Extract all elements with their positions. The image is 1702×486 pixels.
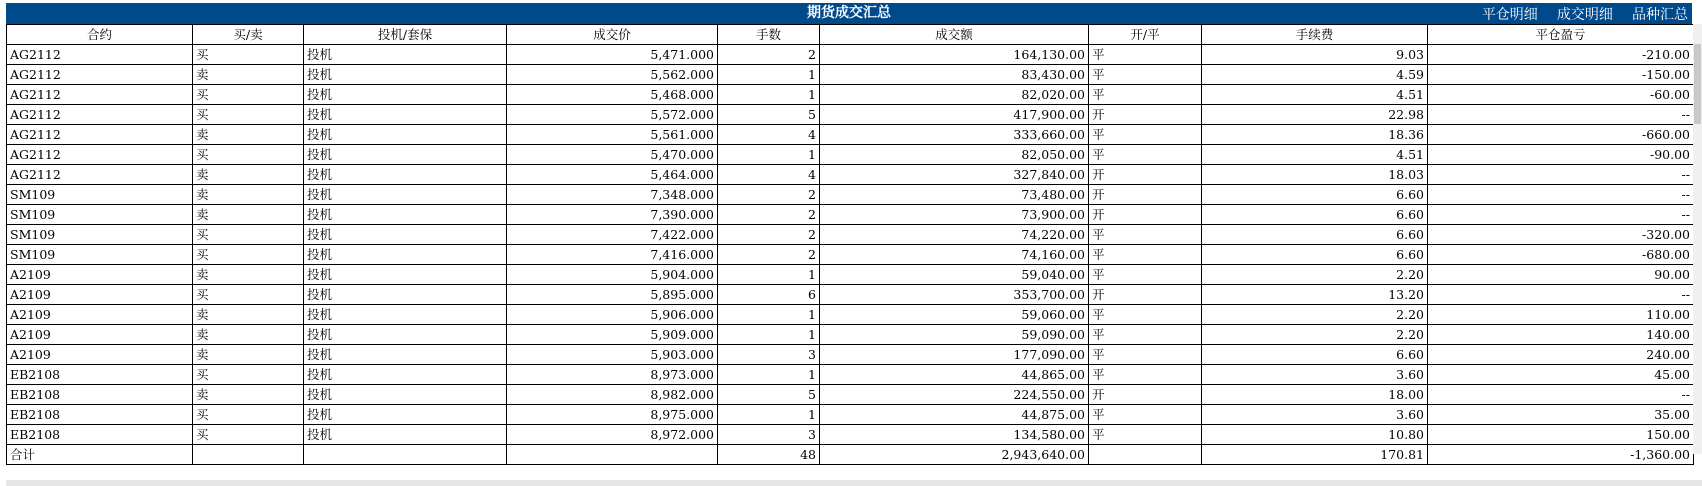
- cell-side: 买: [193, 245, 304, 265]
- cell-contract: AG2112: [7, 65, 193, 85]
- cell-fee: 18.00: [1202, 385, 1428, 405]
- cell-pnl: -90.00: [1428, 145, 1694, 165]
- cell-lots: 4: [718, 125, 820, 145]
- table-row[interactable]: [7, 105, 1694, 125]
- cell-amount: 417,900.00: [820, 105, 1089, 125]
- cell-hedge: 投机: [304, 365, 507, 385]
- cell-side: 卖: [193, 165, 304, 185]
- cell-side: 卖: [193, 265, 304, 285]
- cell-fee: 18.03: [1202, 165, 1428, 185]
- cell-open-close: 平: [1089, 265, 1202, 285]
- cell-side: 买: [193, 145, 304, 165]
- cell-price: 5,903.000: [507, 345, 718, 365]
- cell-side: 买: [193, 85, 304, 105]
- cell-hedge: 投机: [304, 305, 507, 325]
- cell-hedge: 投机: [304, 145, 507, 165]
- col-header-lots: 手数: [718, 25, 820, 45]
- cell-price: 8,973.000: [507, 365, 718, 385]
- cell-amount: 353,700.00: [820, 285, 1089, 305]
- cell-lots: 1: [718, 145, 820, 165]
- table-row[interactable]: [7, 365, 1694, 385]
- cell-open-close: 开: [1089, 105, 1202, 125]
- table-row[interactable]: [7, 65, 1694, 85]
- cell-side: 卖: [193, 385, 304, 405]
- cell-price: 5,572.000: [507, 105, 718, 125]
- cell-pnl: 45.00: [1428, 365, 1694, 385]
- cell-open-close: 开: [1089, 285, 1202, 305]
- cell-amount: 177,090.00: [820, 345, 1089, 365]
- cell-hedge: 投机: [304, 345, 507, 365]
- scrollbar-thumb[interactable]: [1694, 44, 1701, 124]
- col-header-contract: 合约: [7, 25, 193, 45]
- cell-price: 5,909.000: [507, 325, 718, 345]
- cell-open-close: 平: [1089, 245, 1202, 265]
- cell-lots: 2: [718, 225, 820, 245]
- col-header-fee: 手续费: [1202, 25, 1428, 45]
- cell-side: 卖: [193, 325, 304, 345]
- cell-amount: 74,160.00: [820, 245, 1089, 265]
- cell-side: 卖: [193, 185, 304, 205]
- total-amount: 2,943,640.00: [820, 445, 1089, 465]
- cell-contract: SM109: [7, 205, 193, 225]
- cell-price: 5,906.000: [507, 305, 718, 325]
- cell-price: 7,416.000: [507, 245, 718, 265]
- cell-pnl: --: [1428, 205, 1694, 225]
- cell-amount: 327,840.00: [820, 165, 1089, 185]
- cell-amount: 59,060.00: [820, 305, 1089, 325]
- cell-pnl: -320.00: [1428, 225, 1694, 245]
- cell-price: 7,390.000: [507, 205, 718, 225]
- cell-contract: AG2112: [7, 125, 193, 145]
- cell-amount: 82,050.00: [820, 145, 1089, 165]
- cell-open-close: 开: [1089, 165, 1202, 185]
- cell-lots: 4: [718, 165, 820, 185]
- cell-amount: 333,660.00: [820, 125, 1089, 145]
- cell-pnl: 240.00: [1428, 345, 1694, 365]
- cell-open-close: 平: [1089, 305, 1202, 325]
- cell-contract: AG2112: [7, 45, 193, 65]
- total-lots: 48: [718, 445, 820, 465]
- cell-price: 8,982.000: [507, 385, 718, 405]
- cell-side: 买: [193, 105, 304, 125]
- cell-side: 买: [193, 285, 304, 305]
- vertical-scrollbar[interactable]: [1693, 24, 1702, 454]
- cell-lots: 2: [718, 45, 820, 65]
- cell-price: 5,468.000: [507, 85, 718, 105]
- cell-lots: 6: [718, 285, 820, 305]
- cell-price: 5,464.000: [507, 165, 718, 185]
- cell-pnl: --: [1428, 165, 1694, 185]
- total-fee: 170.81: [1202, 445, 1428, 465]
- cell-lots: 1: [718, 405, 820, 425]
- total-row: [7, 445, 1694, 465]
- table-row[interactable]: [7, 145, 1694, 165]
- cell-side: 卖: [193, 205, 304, 225]
- cell-pnl: --: [1428, 385, 1694, 405]
- cell-fee: 13.20: [1202, 285, 1428, 305]
- cell-hedge: 投机: [304, 245, 507, 265]
- cell-contract: A2109: [7, 265, 193, 285]
- cell-pnl: 140.00: [1428, 325, 1694, 345]
- cell-pnl: --: [1428, 105, 1694, 125]
- horizontal-scrollbar[interactable]: [6, 480, 1702, 486]
- cell-fee: 3.60: [1202, 365, 1428, 385]
- cell-contract: AG2112: [7, 85, 193, 105]
- cell-pnl: 110.00: [1428, 305, 1694, 325]
- cell-open-close: 平: [1089, 405, 1202, 425]
- table-row[interactable]: [7, 225, 1694, 245]
- cell-fee: 9.03: [1202, 45, 1428, 65]
- cell-amount: 73,480.00: [820, 185, 1089, 205]
- page-title: 期货成交汇总: [807, 5, 891, 21]
- cell-hedge: 投机: [304, 285, 507, 305]
- total-empty-open-close: [1089, 445, 1202, 465]
- cell-price: 7,422.000: [507, 225, 718, 245]
- table-row[interactable]: [7, 185, 1694, 205]
- cell-side: 卖: [193, 125, 304, 145]
- cell-fee: 6.60: [1202, 345, 1428, 365]
- cell-side: 卖: [193, 305, 304, 325]
- cell-lots: 1: [718, 305, 820, 325]
- table-row[interactable]: [7, 325, 1694, 345]
- col-header-pnl: 平仓盈亏: [1428, 25, 1694, 45]
- cell-open-close: 平: [1089, 325, 1202, 345]
- cell-hedge: 投机: [304, 205, 507, 225]
- cell-open-close: 平: [1089, 225, 1202, 245]
- total-pnl: -1,360.00: [1428, 445, 1694, 465]
- cell-lots: 2: [718, 245, 820, 265]
- table-header-row: [7, 25, 1694, 45]
- cell-hedge: 投机: [304, 385, 507, 405]
- cell-side: 卖: [193, 345, 304, 365]
- cell-contract: A2109: [7, 345, 193, 365]
- table-row[interactable]: [7, 305, 1694, 325]
- cell-hedge: 投机: [304, 165, 507, 185]
- cell-fee: 6.60: [1202, 225, 1428, 245]
- cell-pnl: -60.00: [1428, 85, 1694, 105]
- cell-amount: 134,580.00: [820, 425, 1089, 445]
- cell-lots: 1: [718, 325, 820, 345]
- table-row[interactable]: [7, 265, 1694, 285]
- total-empty-hedge: [304, 445, 507, 465]
- cell-fee: 22.98: [1202, 105, 1428, 125]
- total-empty-price: [507, 445, 718, 465]
- cell-amount: 44,865.00: [820, 365, 1089, 385]
- total-empty-side: [193, 445, 304, 465]
- cell-contract: EB2108: [7, 405, 193, 425]
- cell-lots: 3: [718, 345, 820, 365]
- trade-detail-link[interactable]: 成交明细: [1556, 7, 1613, 23]
- cell-side: 买: [193, 45, 304, 65]
- cell-open-close: 平: [1089, 125, 1202, 145]
- cell-amount: 44,875.00: [820, 405, 1089, 425]
- cell-fee: 2.20: [1202, 325, 1428, 345]
- table-row[interactable]: [7, 85, 1694, 105]
- cell-side: 买: [193, 405, 304, 425]
- cell-lots: 2: [718, 205, 820, 225]
- cell-amount: 83,430.00: [820, 65, 1089, 85]
- cell-pnl: -150.00: [1428, 65, 1694, 85]
- cell-hedge: 投机: [304, 405, 507, 425]
- total-label: 合计: [7, 445, 193, 465]
- cell-amount: 74,220.00: [820, 225, 1089, 245]
- cell-contract: EB2108: [7, 385, 193, 405]
- cell-price: 7,348.000: [507, 185, 718, 205]
- cell-pnl: 35.00: [1428, 405, 1694, 425]
- cell-fee: 2.20: [1202, 265, 1428, 285]
- cell-hedge: 投机: [304, 325, 507, 345]
- cell-amount: 73,900.00: [820, 205, 1089, 225]
- cell-price: 5,895.000: [507, 285, 718, 305]
- cell-open-close: 平: [1089, 85, 1202, 105]
- cell-lots: 2: [718, 185, 820, 205]
- cell-contract: A2109: [7, 325, 193, 345]
- cell-open-close: 开: [1089, 185, 1202, 205]
- table-row[interactable]: [7, 45, 1694, 65]
- cell-side: 卖: [193, 65, 304, 85]
- cell-lots: 1: [718, 85, 820, 105]
- cell-fee: 3.60: [1202, 405, 1428, 425]
- cell-price: 5,904.000: [507, 265, 718, 285]
- table-row[interactable]: [7, 245, 1694, 265]
- cell-hedge: 投机: [304, 45, 507, 65]
- cell-lots: 3: [718, 425, 820, 445]
- cell-open-close: 平: [1089, 65, 1202, 85]
- col-header-amount: 成交额: [820, 25, 1089, 45]
- cell-side: 买: [193, 365, 304, 385]
- cell-contract: A2109: [7, 305, 193, 325]
- cell-pnl: --: [1428, 285, 1694, 305]
- cell-open-close: 平: [1089, 425, 1202, 445]
- table-row[interactable]: [7, 205, 1694, 225]
- cell-hedge: 投机: [304, 125, 507, 145]
- cell-lots: 1: [718, 265, 820, 285]
- title-bar: [6, 3, 1692, 24]
- cell-fee: 6.60: [1202, 185, 1428, 205]
- cell-lots: 5: [718, 105, 820, 125]
- trade-table: [6, 24, 1694, 465]
- cell-fee: 4.51: [1202, 145, 1428, 165]
- cell-side: 买: [193, 225, 304, 245]
- cell-amount: 224,550.00: [820, 385, 1089, 405]
- cell-pnl: -210.00: [1428, 45, 1694, 65]
- cell-price: 8,975.000: [507, 405, 718, 425]
- cell-side: 买: [193, 425, 304, 445]
- cell-amount: 164,130.00: [820, 45, 1089, 65]
- cell-hedge: 投机: [304, 425, 507, 445]
- cell-hedge: 投机: [304, 225, 507, 245]
- cell-contract: AG2112: [7, 165, 193, 185]
- cell-lots: 1: [718, 65, 820, 85]
- cell-fee: 18.36: [1202, 125, 1428, 145]
- cell-lots: 5: [718, 385, 820, 405]
- cell-hedge: 投机: [304, 65, 507, 85]
- cell-open-close: 平: [1089, 365, 1202, 385]
- table-row[interactable]: [7, 405, 1694, 425]
- cell-pnl: -680.00: [1428, 245, 1694, 265]
- cell-contract: SM109: [7, 185, 193, 205]
- cell-contract: SM109: [7, 245, 193, 265]
- cell-open-close: 平: [1089, 145, 1202, 165]
- cell-hedge: 投机: [304, 85, 507, 105]
- cell-price: 5,561.000: [507, 125, 718, 145]
- title-links: [1468, 3, 1688, 24]
- table-row[interactable]: [7, 345, 1694, 365]
- table-row[interactable]: [7, 125, 1694, 145]
- cell-contract: SM109: [7, 225, 193, 245]
- cell-fee: 6.60: [1202, 245, 1428, 265]
- cell-hedge: 投机: [304, 105, 507, 125]
- cell-fee: 6.60: [1202, 205, 1428, 225]
- cell-contract: AG2112: [7, 145, 193, 165]
- col-header-open-close: 开/平: [1089, 25, 1202, 45]
- cell-contract: AG2112: [7, 105, 193, 125]
- cell-open-close: 平: [1089, 345, 1202, 365]
- cell-pnl: --: [1428, 185, 1694, 205]
- cell-hedge: 投机: [304, 265, 507, 285]
- table-row[interactable]: [7, 425, 1694, 445]
- cell-open-close: 平: [1089, 45, 1202, 65]
- cell-hedge: 投机: [304, 185, 507, 205]
- cell-amount: 59,090.00: [820, 325, 1089, 345]
- close-detail-link[interactable]: 平仓明细: [1481, 7, 1538, 23]
- cell-open-close: 开: [1089, 385, 1202, 405]
- cell-price: 5,470.000: [507, 145, 718, 165]
- cell-price: 8,972.000: [507, 425, 718, 445]
- cell-fee: 4.59: [1202, 65, 1428, 85]
- table-row[interactable]: [7, 285, 1694, 305]
- cell-amount: 82,020.00: [820, 85, 1089, 105]
- cell-price: 5,471.000: [507, 45, 718, 65]
- cell-pnl: 90.00: [1428, 265, 1694, 285]
- col-header-side: 买/卖: [193, 25, 304, 45]
- cell-contract: EB2108: [7, 365, 193, 385]
- col-header-hedge: 投机/套保: [304, 25, 507, 45]
- cell-contract: A2109: [7, 285, 193, 305]
- col-header-price: 成交价: [507, 25, 718, 45]
- cell-pnl: -660.00: [1428, 125, 1694, 145]
- product-summary-link[interactable]: 品种汇总: [1632, 7, 1688, 23]
- table-row[interactable]: [7, 165, 1694, 185]
- cell-open-close: 开: [1089, 205, 1202, 225]
- cell-lots: 1: [718, 365, 820, 385]
- table-row[interactable]: [7, 385, 1694, 405]
- cell-fee: 2.20: [1202, 305, 1428, 325]
- cell-contract: EB2108: [7, 425, 193, 445]
- cell-price: 5,562.000: [507, 65, 718, 85]
- cell-fee: 4.51: [1202, 85, 1428, 105]
- cell-pnl: 150.00: [1428, 425, 1694, 445]
- table-body: [7, 45, 1694, 445]
- cell-amount: 59,040.00: [820, 265, 1089, 285]
- cell-fee: 10.80: [1202, 425, 1428, 445]
